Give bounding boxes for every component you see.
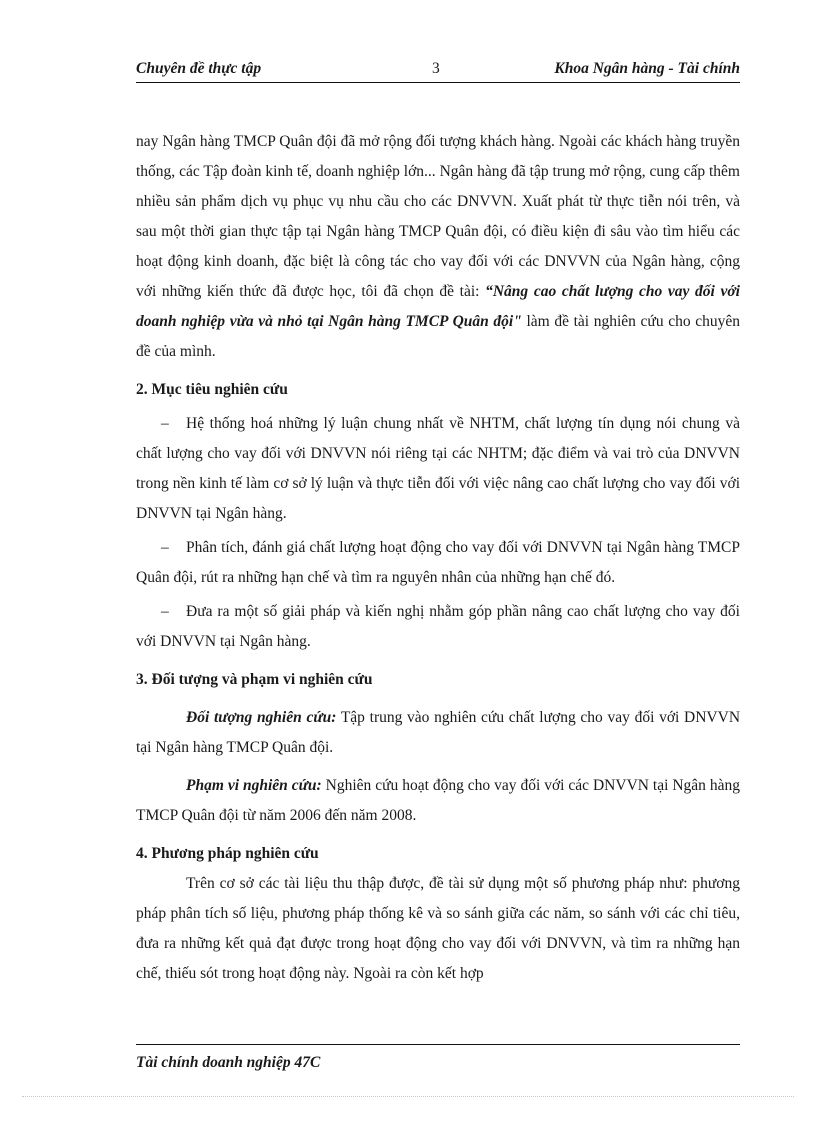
page-footer: Tài chính doanh nghiệp 47C [136,1054,321,1071]
section-2-heading: 2. Mục tiêu nghiên cứu [136,381,288,398]
page-header [136,60,740,82]
bullet-dash: – [161,603,169,620]
body-text [136,127,740,989]
header-title: Chuyên đề thực tập [136,60,262,77]
research-object-paragraph [136,703,740,763]
methods-paragraph: Trên cơ sở các tài liệu thu thập được, đề tài sử dụng một số phương pháp như: phương pháp phân tích số liệu, phương pháp thống kê và so sánh giữa các năm, so sánh với các chỉ tiêu, đưa ra những kết quả đạt được trong hoạt động cho vay đối với DNVVN, và tìm ra những hạn chế, thiếu sót trong hoạt động này. Ngoài ra còn kết hợp [136,875,740,982]
header-department: Khoa Ngân hàng - Tài chính [554,60,740,77]
footer-rule [136,1044,740,1045]
list-item [136,533,740,593]
page-boundary [22,1096,794,1097]
research-scope-label: Phạm vi nghiên cứu: [186,777,322,794]
thesis-topic: “Nâng cao chất lượng cho vay đối với doanh nghiệp vừa và nhỏ tại Ngân hàng TMCP Quân đội" [136,283,740,330]
intro-text: nay Ngân hàng TMCP Quân đội đã mở rộng đối tượng khách hàng. Ngoài các khách hàng truyền thống, các Tập đoàn kinh tế, doanh nghiệp lớn... Ngân hàng đã tập trung mở rộng, cung cấp thêm nhiều sản phẩm dịch vụ phục vụ nhu cầu cho các DNVVN. Xuất phát từ thực tiễn nói trên, và sau một thời gian thực tập tại Ngân hàng TMCP Quân đội, có điều kiện đi sâu vào tìm hiểu các hoạt động kinh doanh, đặc biệt là công tác cho vay đối với các DNVVN của Ngân hàng, cộng với những kiến thức đã được học, tôi đã chọn đề tài: [136,133,740,300]
section-3-heading: 3. Đối tượng và phạm vi nghiên cứu [136,671,373,688]
page-number: 3 [432,60,440,77]
bullet-text: Đưa ra một số giải pháp và kiến nghị nhằm góp phần nâng cao chất lượng cho vay đối với DNVVN tại Ngân hàng. [136,603,740,650]
research-scope-paragraph [136,771,740,831]
bullet-text: Hệ thống hoá những lý luận chung nhất về NHTM, chất lượng tín dụng nói chung và chất lượng cho vay đối với DNVVN nói riêng tại các NHTM; đặc điểm và vai trò của DNVVN trong nền kinh tế làm cơ sở lý luận và thực tiễn đối với việc nâng cao chất lượng cho vay đối với DNVVN tại Ngân hàng. [136,415,740,522]
research-object-text: Tập trung vào nghiên cứu chất lượng cho vay đối với DNVVN tại Ngân hàng TMCP Quân đội. [136,709,741,756]
research-object-label: Đối tượng nghiên cứu: [186,709,337,726]
list-item [136,597,740,657]
bullet-dash: – [161,539,169,556]
bullet-text: Phân tích, đánh giá chất lượng hoạt động cho vay đối với DNVVN tại Ngân hàng TMCP Quân đội, rút ra những hạn chế và tìm ra nguyên nhân của những hạn chế đó. [136,539,740,586]
bullet-dash: – [161,415,169,432]
list-item [136,409,740,529]
research-scope-text: Nghiên cứu hoạt động cho vay đối với các DNVVN tại Ngân hàng TMCP Quân đội từ năm 2006 đến năm 2008. [136,777,741,824]
intro-paragraph [136,127,740,367]
intro-text-end: làm đề tài nghiên cứu cho chuyên đề của mình. [136,313,740,360]
header-rule [136,82,740,83]
section-4-heading: 4. Phương pháp nghiên cứu [136,845,319,862]
